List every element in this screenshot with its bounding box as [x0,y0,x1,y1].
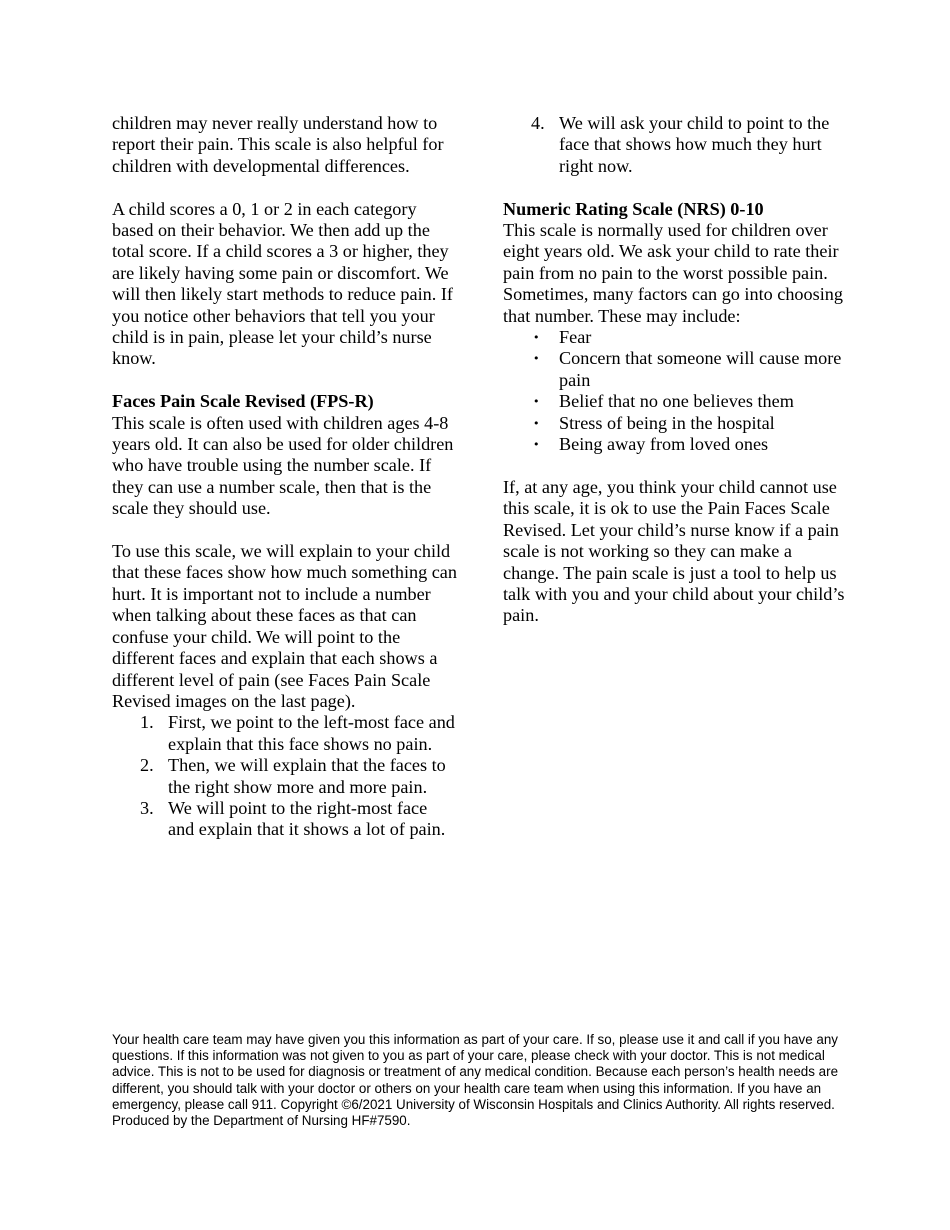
fpsr-steps-list [112,712,457,840]
nrs-paragraph: This scale is normally used for children over eight years old. We ask your child to rate their pain from no pain to the worst possible pain. Sometimes, many factors can go into choosing that number. These may include: [503,220,843,326]
list-item-text: Belief that no one believes them [559,391,794,412]
list-item-text: Then, we will explain that the faces to the right show more and more pain. [168,755,446,797]
list-item [503,413,848,434]
list-number: 1. [140,712,154,733]
list-item [503,434,848,455]
list-item [503,327,848,348]
bullet-icon: • [533,331,540,345]
left-column [112,113,457,841]
list-item [503,348,848,391]
list-item-text: Being away from loved ones [559,434,769,455]
factors-list [503,327,848,455]
closing-paragraph: If, at any age, you think your child cannot use this scale, it is ok to use the Pain Faces Scale Revised. Let your child’s nurse know if a pain scale is not working so they can make a change. The pain scale is just a tool to help us talk with you and your child about your child’s pain. [503,476,845,626]
list-item-text: Concern that someone will cause more pain [559,348,842,390]
score-paragraph: A child scores a 0, 1 or 2 in each category based on their behavior. We then add up the total score. If a child scores a 3 or higher, they are likely having some pain or discomfort. We will then likely start methods to reduce pain. If you notice other behaviors that tell you your child is in pain, please let your child’s nurse know. [112,198,453,369]
list-item [503,391,848,412]
list-item-text: Fear [559,327,592,348]
list-item-text: We will point to the right-most face and explain that it shows a lot of pain. [168,797,446,840]
fpsr-steps-list-continued [503,113,848,177]
bullet-icon: • [533,352,540,366]
list-item [112,755,457,798]
list-number: 2. [140,755,154,776]
list-item-text: Stress of being in the hospital [559,412,775,433]
nrs-heading: Numeric Rating Scale (NRS) 0-10 [503,198,764,219]
list-item [503,113,848,177]
footer-disclaimer: Your health care team may have given you this information as part of your care. If so, please use it and call if you have any questions. If this information was not given to you as part of your care, please check with your doctor. This is not medical advice. This is not to be used for diagnosis or treatment of any medical condition. Because each person’s health needs are different, you should talk with your doctor or others on your health care team when using this information. If you have an emergency, please call 911. Copyright ©6/2021 University of Wisconsin Hospitals and Clinics Authority. All rights reserved. Produced by the Department of Nursing HF#7590. [112,1032,839,1129]
list-item [112,712,457,755]
fpsr-paragraph: This scale is often used with children ages 4-8 years old. It can also be used for older children who have trouble using the number scale. If they can use a number scale, then that is the scale they should use. [112,412,454,519]
intro-paragraph: children may never really understand how to report their pain. This scale is also helpful for children with developmental differences. [112,113,444,176]
list-number: 4. [531,113,545,133]
list-item-text: First, we point to the left-most face and explain that this face shows no pain. [168,712,455,754]
use-scale-paragraph: To use this scale, we will explain to your child that these faces show how much something can hurt. It is important not to include a number when talking about these faces as that can confuse your child. We will point to the different faces and explain that each shows a different level of pain (see Faces Pain Scale Revised images on the last page). [112,541,457,711]
list-item [112,798,457,841]
bullet-icon: • [533,395,540,409]
fpsr-heading: Faces Pain Scale Revised (FPS-R) [112,391,374,412]
bullet-icon: • [533,416,540,430]
right-column [503,113,848,627]
list-number: 3. [140,797,154,818]
bullet-icon: • [533,438,540,452]
list-item-text: We will ask your child to point to the face that shows how much they hurt right now. [559,113,830,176]
